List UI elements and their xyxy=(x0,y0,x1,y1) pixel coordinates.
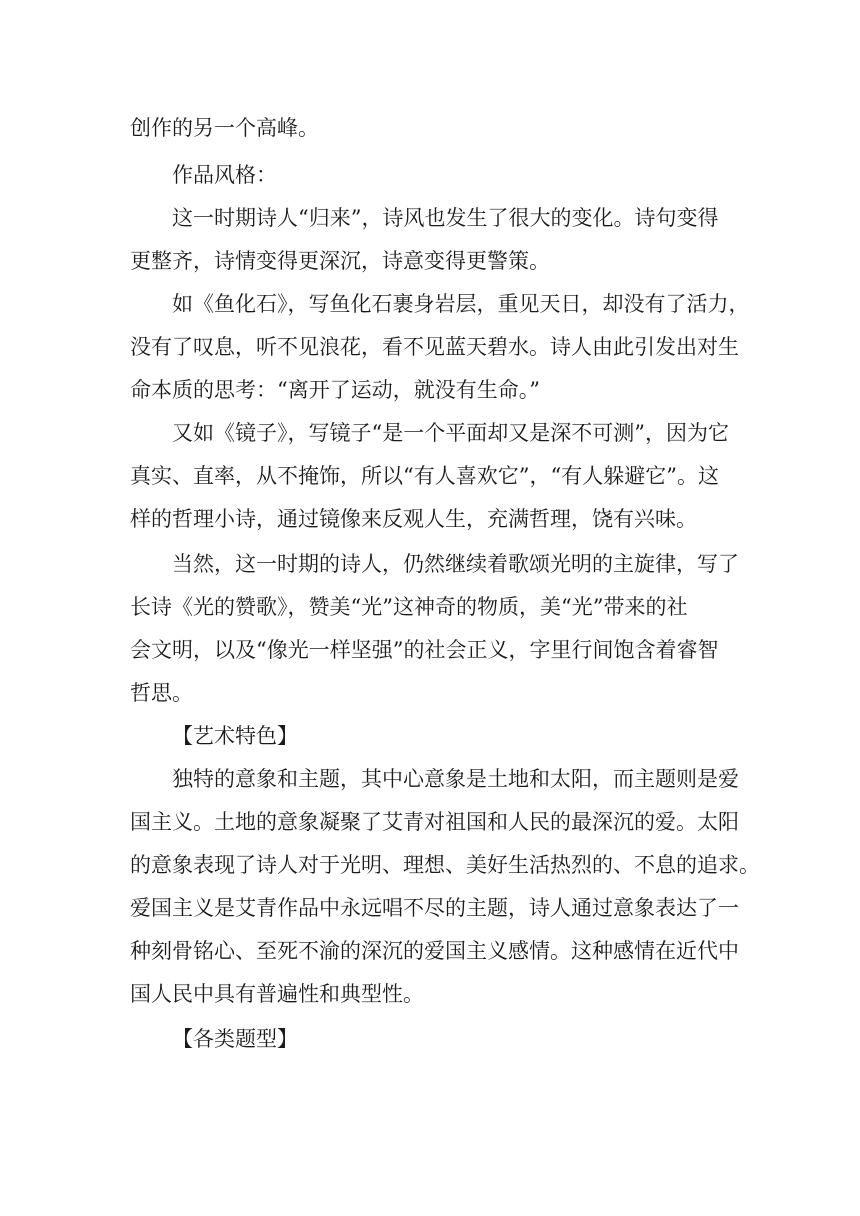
paragraph-line: 如《鱼化石》，写鱼化石裹身岩层，重见天日，却没有了活力， xyxy=(172,292,750,316)
paragraph-line: 创作的另一个高峰。 xyxy=(130,116,319,140)
section-heading-art-features: 【艺术特色】 xyxy=(172,724,298,748)
paragraph-line: 这一时期诗人“归来”，诗风也发生了很大的变化。诗句变得 xyxy=(172,206,719,230)
paragraph-line: 的意象表现了诗人对于光明、理想、美好生活热烈的、不息的追求。 xyxy=(130,853,760,877)
paragraph-line: 国人民中具有普遍性和典型性。 xyxy=(130,982,424,1006)
paragraph-line: 样的哲理小诗，通过镜像来反观人生，充满哲理，饶有兴味。 xyxy=(130,507,697,531)
paragraph-line: 没有了叹息，听不见浪花，看不见蓝天碧水。诗人由此引发出对生 xyxy=(130,335,739,359)
paragraph-line: 当然，这一时期的诗人，仍然继续着歌颂光明的主旋律，写了 xyxy=(172,552,739,576)
paragraph-line: 又如《镜子》，写镜子“是一个平面却又是深不可测”，因为它 xyxy=(172,421,729,445)
paragraph-line: 真实、直率，从不掩饰，所以“有人喜欢它”，“有人躲避它”。这 xyxy=(130,464,719,488)
paragraph-line: 会文明，以及“像光一样坚强”的社会正义，字里行间饱含着睿智 xyxy=(130,638,719,662)
paragraph-line: 命本质的思考：“离开了运动，就没有生命。” xyxy=(130,378,540,402)
paragraph-line: 长诗《光的赞歌》，赞美“光”这神奇的物质，美“光”带来的社 xyxy=(130,595,688,619)
section-label-style: 作品风格： xyxy=(172,163,277,187)
paragraph-line: 更整齐，诗情变得更深沉，诗意变得更警策。 xyxy=(130,249,550,273)
paragraph-line: 哲思。 xyxy=(130,681,193,705)
paragraph-line: 爱国主义是艾青作品中永远唱不尽的主题，诗人通过意象表达了一 xyxy=(130,896,739,920)
paragraph-line: 国主义。土地的意象凝聚了艾青对祖国和人民的最深沉的爱。太阳 xyxy=(130,810,739,834)
paragraph-line: 种刻骨铭心、至死不渝的深沉的爱国主义感情。这种感情在近代中 xyxy=(130,939,739,963)
paragraph-line: 独特的意象和主题，其中心意象是土地和太阳，而主题则是爱 xyxy=(172,767,739,791)
section-heading-question-types: 【各类题型】 xyxy=(172,1027,298,1051)
